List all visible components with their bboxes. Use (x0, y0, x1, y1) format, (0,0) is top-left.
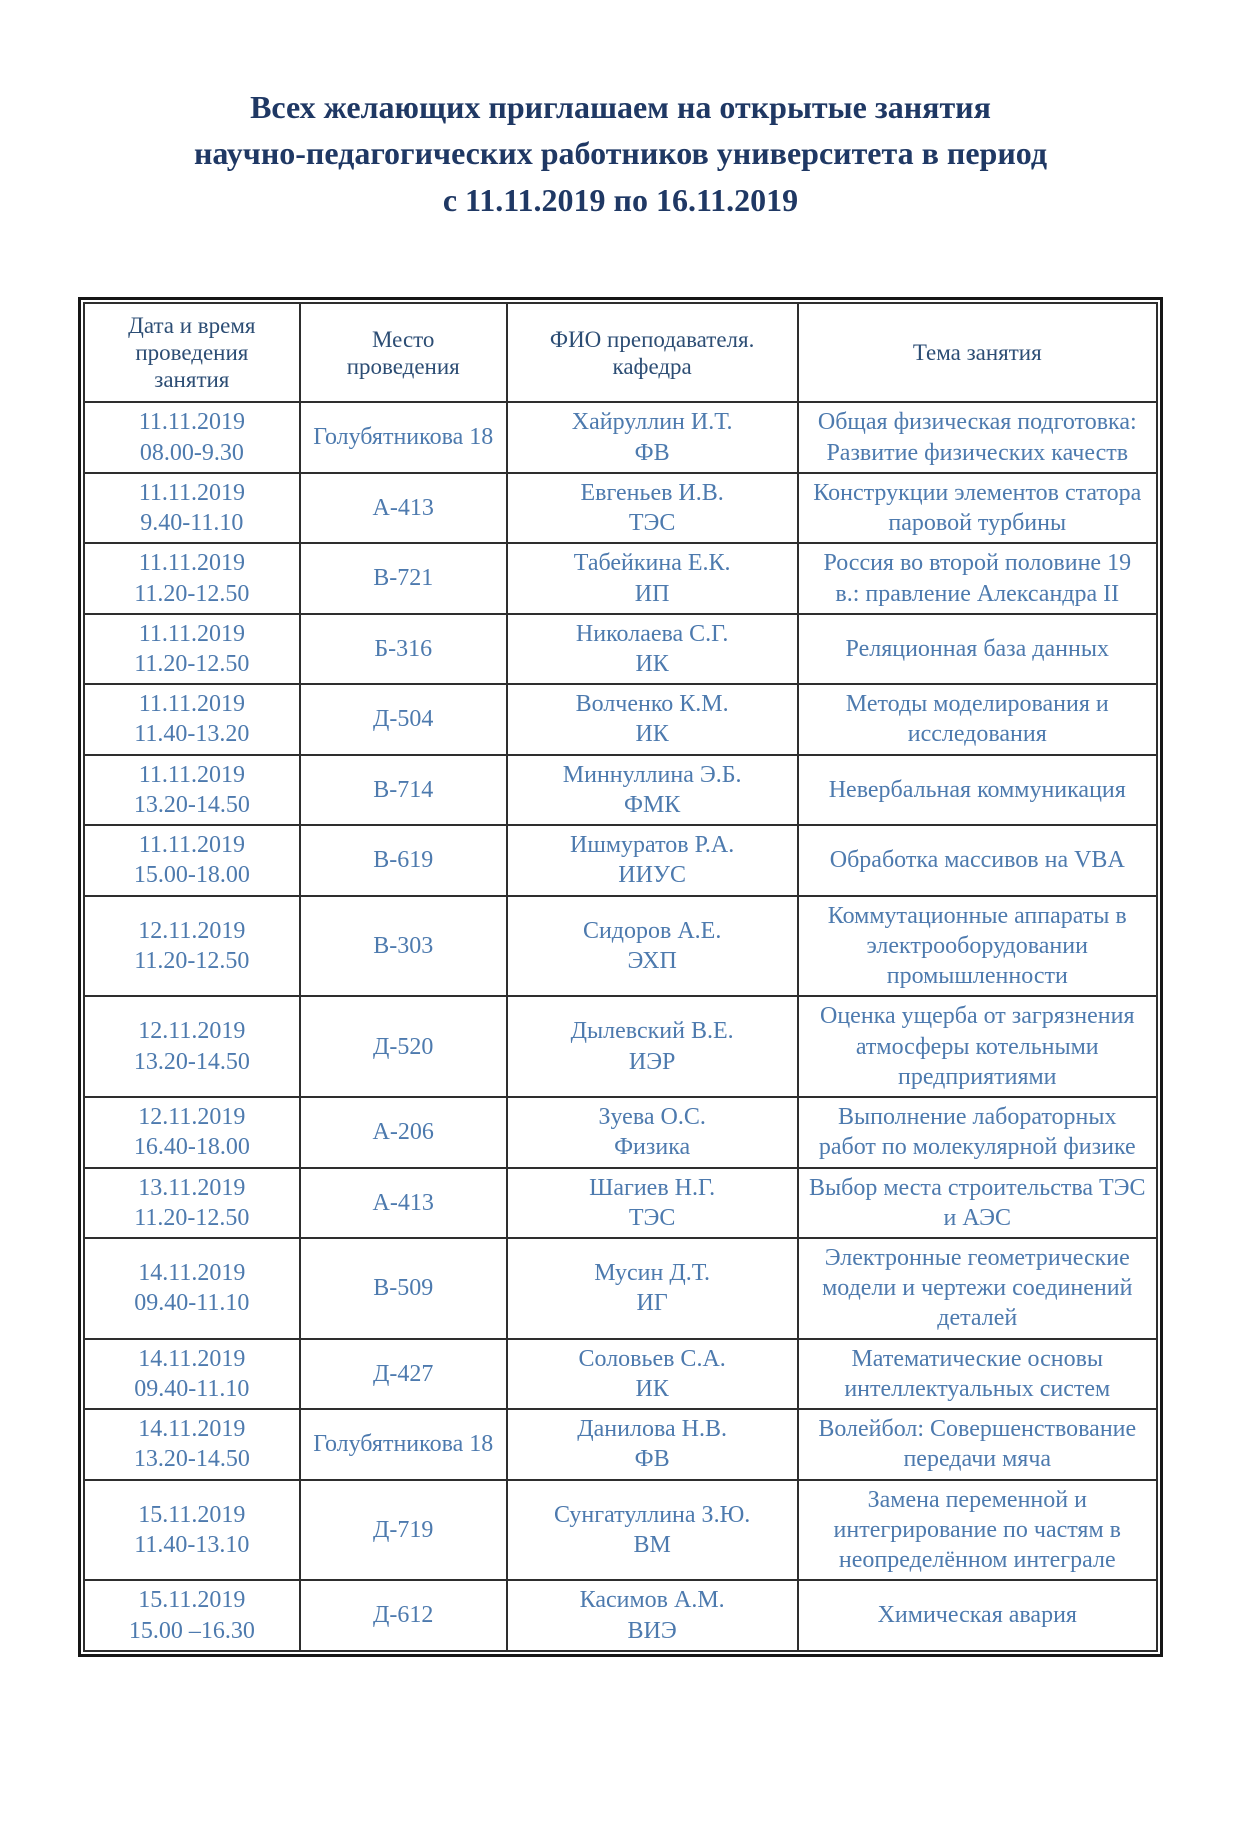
table-row (84, 896, 1157, 997)
table-row (84, 825, 1157, 895)
cell-datetime (84, 1168, 300, 1238)
teacher-department: ВИЭ (627, 1617, 677, 1644)
teacher-name: Соловьев С.А. (578, 1345, 726, 1372)
table-row (84, 543, 1157, 613)
lesson-date: 12.11.2019 (138, 917, 246, 944)
cell-teacher (507, 825, 798, 895)
lesson-date: 13.11.2019 (138, 1174, 246, 1201)
cell-datetime (84, 996, 300, 1097)
teacher-name: Касимов А.М. (579, 1587, 725, 1614)
cell-datetime (84, 755, 300, 825)
lesson-date: 11.11.2019 (138, 832, 245, 859)
teacher-name: Хайруллин И.Т. (571, 409, 733, 436)
cell-place: Д-427 (300, 1339, 507, 1409)
lesson-date: 14.11.2019 (138, 1345, 246, 1372)
cell-topic: Конструкции элементов статора паровой турбины (798, 473, 1157, 543)
cell-place: В-509 (300, 1238, 507, 1339)
lesson-date: 11.11.2019 (138, 691, 245, 718)
teacher-name: Николаева С.Г. (575, 620, 729, 647)
teacher-department: ФВ (634, 1446, 670, 1473)
cell-topic: Общая физическая подготовка: Развитие физических качеств (798, 402, 1157, 472)
lesson-date: 14.11.2019 (138, 1260, 246, 1287)
cell-datetime (84, 896, 300, 997)
teacher-name: Волченко К.М. (575, 691, 729, 718)
page-title-line-3: с 11.11.2019 по 16.11.2019 (442, 181, 799, 218)
cell-datetime (84, 1238, 300, 1339)
lesson-time: 16.40-18.00 (133, 1134, 250, 1161)
schedule-body (84, 402, 1157, 1650)
cell-topic: Выбор места строительства ТЭС и АЭС (798, 1168, 1157, 1238)
lesson-time: 11.20-12.50 (134, 580, 250, 607)
cell-topic: Оценка ущерба от загрязнения атмосферы котельными предприятиями (798, 996, 1157, 1097)
teacher-name: Шагиев Н.Г. (589, 1174, 716, 1201)
table-row (84, 614, 1157, 684)
teacher-department: ИК (635, 721, 669, 748)
lesson-date: 11.11.2019 (138, 620, 245, 647)
lesson-time: 08.00-9.30 (139, 439, 244, 466)
table-row (84, 1097, 1157, 1167)
cell-topic: Реляционная база данных (798, 614, 1157, 684)
lesson-time: 9.40-11.10 (140, 510, 244, 537)
cell-teacher (507, 1097, 798, 1167)
cell-place: Голубятникова 18 (300, 1409, 507, 1479)
teacher-department: ИП (634, 580, 670, 607)
lesson-date: 11.11.2019 (138, 479, 245, 506)
lesson-time: 11.40-13.20 (134, 721, 250, 748)
table-row (84, 1339, 1157, 1409)
cell-place: Голубятникова 18 (300, 402, 507, 472)
cell-teacher (507, 402, 798, 472)
cell-datetime (84, 684, 300, 754)
cell-datetime (84, 825, 300, 895)
teacher-department: ИК (635, 1375, 669, 1402)
table-row (84, 402, 1157, 472)
cell-teacher (507, 473, 798, 543)
cell-datetime (84, 1339, 300, 1409)
cell-place: Б-316 (300, 614, 507, 684)
lesson-time: 13.20-14.50 (133, 1446, 250, 1473)
lesson-date: 11.11.2019 (138, 761, 245, 788)
cell-place: Д-504 (300, 684, 507, 754)
cell-place: А-206 (300, 1097, 507, 1167)
cell-teacher (507, 996, 798, 1097)
lesson-date: 12.11.2019 (138, 1104, 246, 1131)
lesson-time: 13.20-14.50 (133, 1048, 250, 1075)
teacher-department: ИИУС (618, 862, 686, 889)
teacher-name: Сунгатуллина З.Ю. (554, 1501, 751, 1528)
cell-topic: Замена переменной и интегрирование по частям в неопределённом интеграле (798, 1480, 1157, 1581)
header-place: Место проведения (300, 303, 507, 402)
cell-teacher (507, 1238, 798, 1339)
lesson-time: 11.20-12.50 (134, 651, 250, 678)
header-topic: Тема занятия (798, 303, 1157, 402)
document-page (0, 84, 1241, 1838)
lesson-time: 11.20-12.50 (134, 948, 250, 974)
page-title-line-1: Всех желающих приглашаем на открытые занятия (250, 89, 991, 125)
lesson-date: 11.11.2019 (138, 409, 245, 436)
teacher-name: Дылевский В.Е. (570, 1018, 734, 1045)
table-row (84, 1480, 1157, 1581)
cell-teacher (507, 614, 798, 684)
cell-place: В-619 (300, 825, 507, 895)
cell-place: А-413 (300, 1168, 507, 1238)
cell-topic: Коммутационные аппараты в электрооборудовании промышленности (798, 896, 1157, 997)
cell-topic: Волейбол: Совершенствование передачи мяча (798, 1409, 1157, 1479)
table-row (84, 684, 1157, 754)
cell-topic: Невербальная коммуникация (798, 755, 1157, 825)
teacher-name: Данилова Н.В. (577, 1416, 727, 1443)
table-row (84, 1580, 1157, 1650)
cell-datetime (84, 473, 300, 543)
cell-topic: Химическая авария (798, 1580, 1157, 1650)
cell-teacher (507, 1480, 798, 1581)
lesson-date: 15.11.2019 (138, 1501, 246, 1528)
schedule-table-frame (78, 297, 1163, 1657)
schedule-header (84, 303, 1157, 402)
page-title (70, 84, 1171, 223)
table-row (84, 755, 1157, 825)
teacher-department: ФМК (623, 791, 681, 818)
cell-datetime (84, 1097, 300, 1167)
cell-datetime (84, 543, 300, 613)
lesson-time: 11.20-12.50 (134, 1204, 250, 1231)
teacher-name: Табейкина Е.К. (573, 550, 731, 577)
teacher-department: ФВ (634, 439, 670, 466)
lesson-time: 09.40-11.10 (134, 1290, 250, 1317)
teacher-department: ЭХП (627, 948, 677, 974)
table-row (84, 473, 1157, 543)
cell-place: Д-719 (300, 1480, 507, 1581)
table-row (84, 1238, 1157, 1339)
cell-datetime (84, 402, 300, 472)
cell-place: В-714 (300, 755, 507, 825)
lesson-time: 09.40-11.10 (134, 1375, 250, 1402)
teacher-department: ВМ (633, 1531, 671, 1558)
cell-datetime (84, 1409, 300, 1479)
lesson-date: 14.11.2019 (138, 1416, 246, 1443)
cell-topic: Обработка массивов на VBA (798, 825, 1157, 895)
teacher-department: ИГ (636, 1290, 668, 1317)
page-title-line-2: научно-педагогических работников университета в период (193, 135, 1048, 172)
header-row (84, 303, 1157, 402)
teacher-name: Зуева О.С. (598, 1104, 706, 1131)
cell-place: А-413 (300, 473, 507, 543)
cell-topic: Выполнение лабораторных работ по молекулярной физике (798, 1097, 1157, 1167)
cell-place: В-303 (300, 896, 507, 997)
cell-place: В-721 (300, 543, 507, 613)
teacher-department: Физика (614, 1134, 691, 1161)
cell-datetime (84, 1580, 300, 1650)
cell-teacher (507, 755, 798, 825)
teacher-department: ТЭС (628, 510, 676, 537)
teacher-name: Миннуллина Э.Б. (562, 761, 742, 788)
header-teacher: ФИО преподавателя. кафедра (507, 303, 798, 402)
teacher-department: ИК (635, 651, 669, 678)
cell-teacher (507, 684, 798, 754)
lesson-date: 12.11.2019 (138, 1018, 246, 1045)
teacher-department: ИЭР (628, 1048, 676, 1075)
table-row (84, 996, 1157, 1097)
cell-topic: Математические основы интеллектуальных систем (798, 1339, 1157, 1409)
lesson-date: 11.11.2019 (138, 550, 245, 577)
cell-teacher (507, 543, 798, 613)
teacher-name: Евгеньев И.В. (580, 479, 724, 506)
cell-place: Д-520 (300, 996, 507, 1097)
table-row (84, 1409, 1157, 1479)
cell-datetime (84, 1480, 300, 1581)
header-datetime: Дата и время проведения занятия (84, 303, 300, 402)
lesson-time: 13.20-14.50 (133, 791, 250, 818)
teacher-name: Ишмуратов Р.А. (570, 832, 735, 859)
lesson-time: 15.00 –16.30 (128, 1617, 255, 1644)
cell-datetime (84, 614, 300, 684)
lesson-time: 15.00-18.00 (133, 862, 250, 889)
cell-teacher (507, 896, 798, 997)
cell-teacher (507, 1168, 798, 1238)
cell-topic: Электронные геометрические модели и чертежи соединений деталей (798, 1238, 1157, 1339)
teacher-department: ТЭС (628, 1204, 676, 1231)
cell-teacher (507, 1339, 798, 1409)
lesson-date: 15.11.2019 (138, 1587, 246, 1614)
cell-teacher (507, 1409, 798, 1479)
table-row (84, 1168, 1157, 1238)
cell-teacher (507, 1580, 798, 1650)
teacher-name: Мусин Д.Т. (594, 1260, 710, 1287)
teacher-name: Сидоров А.Е. (582, 917, 722, 944)
schedule-table (83, 302, 1158, 1652)
cell-place: Д-612 (300, 1580, 507, 1650)
lesson-time: 11.40-13.10 (134, 1531, 250, 1558)
cell-topic: Россия во второй половине 19 в.: правление Александра II (798, 543, 1157, 613)
cell-topic: Методы моделирования и исследования (798, 684, 1157, 754)
